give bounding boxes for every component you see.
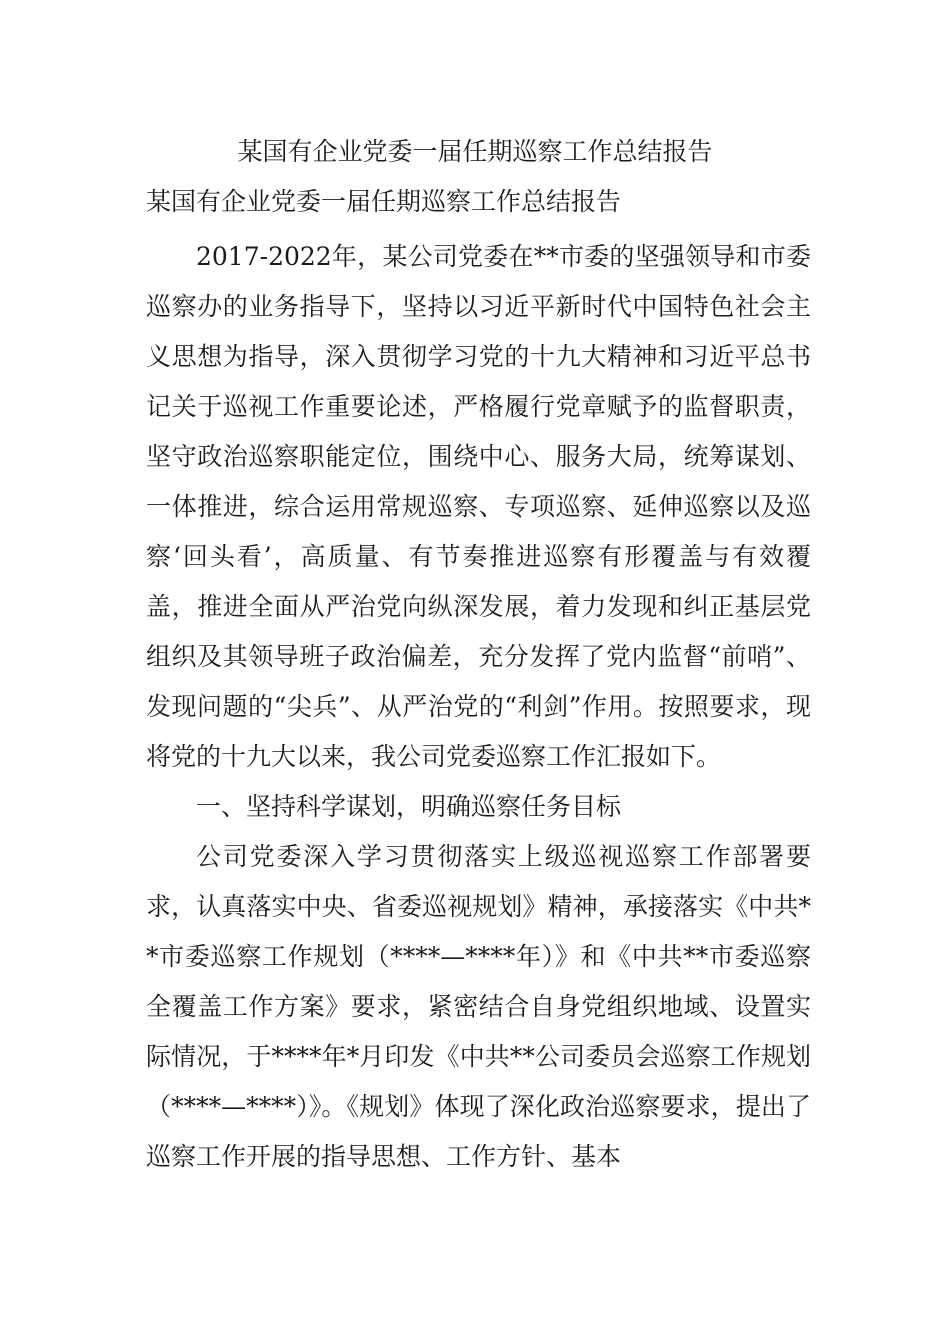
document-title: 某国有企业党委一届任期巡察工作总结报告 (237, 137, 713, 166)
section-paragraph: 公司党委深入学习贯彻落实上级巡视巡察工作部署要求，认真落实中央、省委巡视规划》精神，承接落实《中共**市委巡察工作规划（****—****年）》和《中共**市委巡察全覆盖工作方案》要求，紧密结合自身党组织地域、设置实际情况，于****年*月印发《中共**公司委员会巡察工作规划（****—****）》。《规划》体现了深化政治巡察要求，提出了巡察工作开展的指导思想、工作方针、基本 (146, 842, 811, 1171)
document-body (146, 232, 811, 1182)
document-subtitle: 某国有企业党委一届任期巡察工作总结报告 (146, 187, 622, 216)
section-heading: 一、坚持科学谋划，明确巡察任务目标 (196, 792, 622, 821)
intro-paragraph: 2017-2022年，某公司党委在**市委的坚强领导和市委巡察办的业务指导下，坚持以习近平新时代中国特色社会主义思想为指导，深入贯彻学习党的十九大精神和习近平总书记关于巡视工作重要论述，严格履行党章赋予的监督职责，坚守政治巡察职能定位，围绕中心、服务大局，统筹谋划、一体推进，综合运用常规巡察、专项巡察、延伸巡察以及巡察‘回头看’，高质量、有节奏推进巡察有形覆盖与有效覆盖，推进全面从严治党向纵深发展，着力发现和纠正基层党组织及其领导班子政治偏差，充分发挥了党内监督“前哨”、发现问题的“尖兵”、从严治党的“利剑”作用。按照要求，现将党的十九大以来，我公司党委巡察工作汇报如下。 (146, 242, 811, 771)
